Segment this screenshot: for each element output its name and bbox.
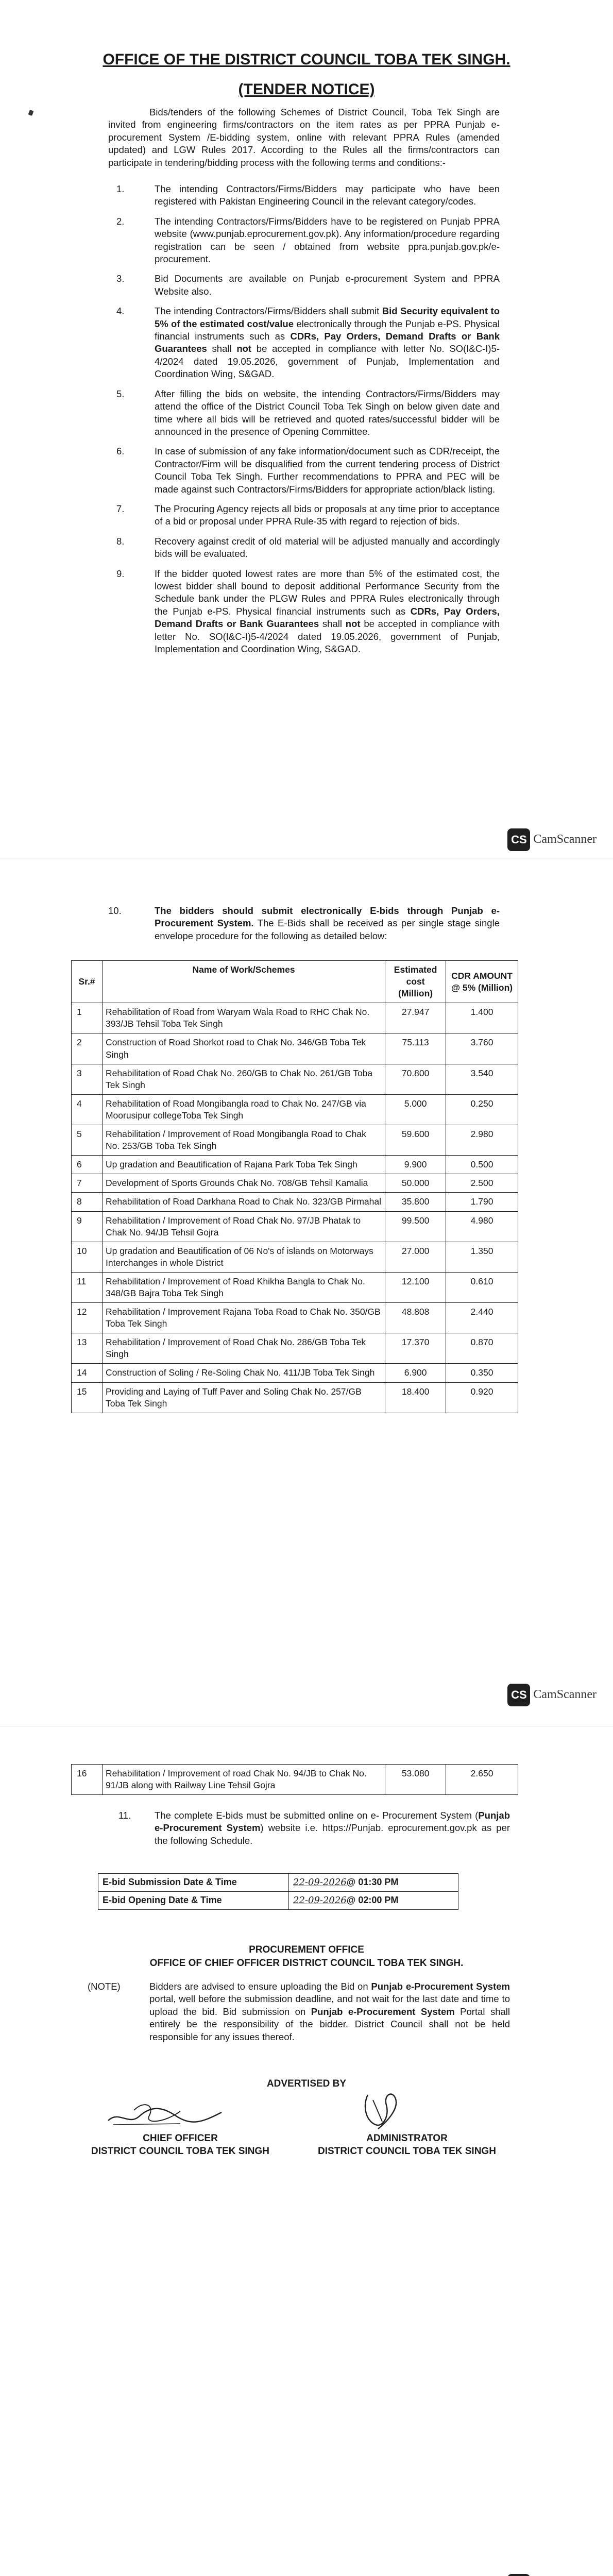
cell-cdr: 0.610 [446, 1272, 518, 1302]
schedule-value: 22-09-2026@ 01:30 PM [289, 1874, 458, 1892]
cell-cdr: 1.400 [446, 1003, 518, 1033]
cell-name: Rehabilitation of Road Chak No. 260/GB to Chak No. 261/GB Toba Tek Singh [102, 1064, 385, 1094]
table-row [72, 1174, 518, 1193]
note-block [88, 1980, 510, 2043]
cell-name: Providing and Laying of Tuff Paver and Soling Chak No. 257/GB Toba Tek Singh [102, 1382, 385, 1413]
note-label: (NOTE) [88, 1981, 121, 1992]
chief-officer-org: DISTRICT COUNCIL TOBA TEK SINGH [91, 2146, 269, 2157]
cell-name: Rehabilitation of Road Mongibangla road to Chak No. 247/GB via Moorusipur collegeToba Tek Singh [102, 1094, 385, 1125]
cell-sr: 14 [72, 1364, 103, 1382]
cell-name: Rehabilitation / Improvement of Road Mongibangla Road to Chak No. 253/GB Toba Tek Singh [102, 1125, 385, 1156]
cell-cdr: 0.350 [446, 1364, 518, 1382]
camscanner-label: CamScanner [533, 1688, 597, 1702]
camscanner-watermark [507, 828, 597, 851]
cell-cost: 12.100 [385, 1272, 446, 1302]
cell-cdr: 4.980 [446, 1211, 518, 1242]
table-row [72, 1094, 518, 1125]
cell-cdr: 1.790 [446, 1193, 518, 1211]
advertised-by: ADVERTISED BY [266, 2078, 347, 2089]
camscanner-watermark [507, 1684, 597, 1706]
cell-sr: 11 [72, 1272, 103, 1302]
cell-sr: 6 [72, 1156, 103, 1174]
term-number: 6. [116, 446, 125, 457]
table-row [72, 1211, 518, 1242]
cell-cost: 27.947 [385, 1003, 446, 1033]
camscanner-watermark [507, 2574, 597, 2576]
camscanner-logo-icon: CS [507, 828, 530, 851]
cell-sr: 4 [72, 1094, 103, 1125]
clause-text: The complete E-bids must be submitted online on e- Procurement System (Punjab e-Procurement System) website i.e. https://Punjab. eprocurement.gov.pk as per the following Schedule. [155, 1810, 510, 1846]
term-number: 3. [116, 273, 125, 284]
cell-cdr: 2.980 [446, 1125, 518, 1156]
header-cdr: CDR AMOUNT @ 5% (Million) [446, 961, 518, 1003]
term-item [108, 503, 500, 528]
schedule-label: E-bid Submission Date & Time [98, 1874, 289, 1892]
table-row [72, 1033, 518, 1064]
table-row [72, 1242, 518, 1272]
intro-text: Bids/tenders of the following Schemes of District Council, Toba Tek Singh are invited from engineering firms/contractors on the item rates as per PPRA Punjab e-procurement System /E-bidding system, online with relevant PPRA Rules (amended updated) and LGW Rules 2017. According to the Rules all the firms/contractors can participate in tendering/bidding process with the following terms and conditions:- [108, 107, 500, 168]
schedule-table [98, 1873, 458, 1910]
table-row [72, 1382, 518, 1413]
procurement-office: PROCUREMENT OFFICE [249, 1944, 364, 1955]
term-number: 8. [116, 535, 125, 547]
cell-name: Construction of Soling / Re-Soling Chak No. 411/JB Toba Tek Singh [102, 1364, 385, 1382]
note-text: Bidders are advised to ensure uploading the Bid on Punjab e-Procurement System portal, well before the submission deadline, and not wait for the last date and time to upload the bid. Bid submission on Punjab e-Procurement System Portal shall entirely be the responsibility of the bidder. District Council shall not be held responsible for any issues thereof. [149, 1981, 510, 2042]
header-name: Name of Work/Schemes [102, 961, 385, 1003]
clause-text: The bidders should submit electronically E-bids through Punjab e-Procurement System. The E-Bids shall be received as per single stage single envelope procedure for the following as detailed below: [155, 905, 500, 941]
term-number: 4. [116, 306, 125, 317]
term-item [108, 445, 500, 496]
cell-cdr: 0.870 [446, 1333, 518, 1364]
cell-name: Rehabilitation / Improvement Rajana Toba Road to Chak No. 350/GB Toba Tek Singh [102, 1303, 385, 1333]
table-row [72, 1064, 518, 1094]
cell-cost: 99.500 [385, 1211, 446, 1242]
schedule-row [98, 1891, 458, 1909]
cell-cost: 9.900 [385, 1156, 446, 1174]
term-item [108, 273, 500, 298]
cell-name: Rehabilitation / Improvement of Road Chak No. 97/JB Phatak to Chak No. 94/JB Tehsil Gojra [102, 1211, 385, 1242]
cell-cdr: 0.500 [446, 1156, 518, 1174]
notice-title: (TENDER NOTICE) [238, 81, 375, 98]
table-row [72, 1333, 518, 1364]
cell-name: Rehabilitation of Road from Waryam Wala Road to RHC Chak No. 393/JB Tehsil Toba Tek Singh [102, 1003, 385, 1033]
term-number: 7. [116, 503, 125, 514]
cell-sr: 10 [72, 1242, 103, 1272]
cell-name: Up gradation and Beautification of 06 No's of islands on Motorways Interchanges in whole District [102, 1242, 385, 1272]
term-text: If the bidder quoted lowest rates are more than 5% of the estimated cost, the lowest bidder shall bound to deposit additional Performance Security from the Schedule bank under the PLGW Rules and PPRA Rules electronically through the Punjab e-PS. Physical financial instruments such as CDRs, Pay Orders, Demand Drafts or Bank Guarantees shall not be accepted in compliance with letter No. SO(I&C-I)5-4/2024 dated 19.05.2026, government of Punjab, Implementation and Coordination Wing, S&GAD. [155, 568, 500, 654]
term-item [108, 535, 500, 561]
cell-name: Development of Sports Grounds Chak No. 708/GB Tehsil Kamalia [102, 1174, 385, 1193]
cell-name: Rehabilitation / Improvement of road Chak No. 94/JB to Chak No. 91/JB along with Railway Line Tehsil Gojra [102, 1765, 385, 1795]
page-2 [0, 859, 613, 1727]
handwritten-date: 22-09-2026 [293, 1877, 347, 1888]
works-table-body [72, 1003, 518, 1413]
term-item [108, 305, 500, 380]
works-table-continued [71, 1764, 518, 1795]
cell-cost: 5.000 [385, 1094, 446, 1125]
chief-officer-block [88, 2132, 273, 2158]
cell-cost: 35.800 [385, 1193, 446, 1211]
term-item [108, 568, 500, 656]
office-title: OFFICE OF THE DISTRICT COUNCIL TOBA TEK SINGH. [103, 51, 510, 68]
term-number: 1. [116, 183, 125, 194]
camscanner-label: CamScanner [533, 833, 597, 846]
clause-10 [108, 905, 500, 942]
cell-sr: 1 [72, 1003, 103, 1033]
cell-cdr: 1.350 [446, 1242, 518, 1272]
cell-sr: 3 [72, 1064, 103, 1094]
cell-cdr: 3.540 [446, 1064, 518, 1094]
cell-cdr: 2.650 [446, 1765, 518, 1795]
table-row [72, 1125, 518, 1156]
scan-speck [28, 110, 34, 116]
table-row [72, 1003, 518, 1033]
term-number: 2. [116, 215, 125, 227]
cell-cost: 53.080 [385, 1765, 446, 1795]
cell-cost: 27.000 [385, 1242, 446, 1272]
cell-sr: 12 [72, 1303, 103, 1333]
cell-sr: 15 [72, 1382, 103, 1413]
cell-name: Up gradation and Beautification of Rajana Park Toba Tek Singh [102, 1156, 385, 1174]
camscanner-logo-icon: CS [507, 1684, 530, 1706]
administrator-org: DISTRICT COUNCIL TOBA TEK SINGH [318, 2146, 496, 2157]
cell-sr: 2 [72, 1033, 103, 1064]
header-sr: Sr.# [72, 961, 103, 1003]
cell-cost: 18.400 [385, 1382, 446, 1413]
cell-cdr: 3.760 [446, 1033, 518, 1064]
cell-cdr: 0.250 [446, 1094, 518, 1125]
page-1 [0, 0, 613, 859]
clause-number: 11. [118, 1810, 131, 1821]
cell-cdr: 0.920 [446, 1382, 518, 1413]
cell-cost: 70.800 [385, 1064, 446, 1094]
cell-cost: 50.000 [385, 1174, 446, 1193]
administrator-block [314, 2132, 500, 2158]
terms-list [108, 183, 500, 663]
term-text: In case of submission of any fake information/document such as CDR/receipt, the Contractor/Firm will be disqualified from the current tendering process of District Council Toba Tek Singh. Further recommendations to PPRA and PEC will be made against such Contractors/Firms/Bidders for appropriate action/black listing. [155, 446, 500, 495]
administrator-signature [352, 2084, 404, 2133]
cell-cost: 59.600 [385, 1125, 446, 1156]
cell-sr: 16 [72, 1765, 103, 1795]
cell-name: Rehabilitation of Road Darkhana Road to Chak No. 323/GB Pirmahal [102, 1193, 385, 1211]
page-3 [0, 1727, 613, 2576]
cell-cdr: 2.500 [446, 1174, 518, 1193]
works-table [71, 960, 518, 1413]
term-number: 5. [116, 388, 125, 399]
term-item [108, 183, 500, 208]
chief-officer-title: CHIEF OFFICER [143, 2133, 218, 2144]
cell-sr: 5 [72, 1125, 103, 1156]
table-row [72, 1272, 518, 1302]
table-row [72, 1193, 518, 1211]
term-text: The intending Contractors/Firms/Bidders shall submit Bid Security equivalent to 5% of the estimated cost/value electronically through the Punjab e-PS. Physical financial instruments such as CDRs, Pay Orders, Demand Drafts or Bank Guarantees shall not be accepted in compliance with letter No. SO(I&C-I)5-4/2024 dated 19.05.2026, government of Punjab, Implementation and Coordination Wing, S&GAD. [155, 306, 500, 380]
term-text: The intending Contractors/Firms/Bidders may participate who have been registered with Pakistan Engineering Council in the relevant category/codes. [155, 183, 500, 207]
cell-cost: 6.900 [385, 1364, 446, 1382]
table-row [72, 1364, 518, 1382]
term-text: Bid Documents are available on Punjab e-procurement System and PPRA Website also. [155, 273, 500, 297]
cell-sr: 9 [72, 1211, 103, 1242]
administrator-title: ADMINISTRATOR [366, 2133, 448, 2144]
cell-name: Rehabilitation / Improvement of Road Chak No. 286/GB Toba Tek Singh [102, 1333, 385, 1364]
schedule-row [98, 1874, 458, 1892]
clause-number: 10. [108, 905, 122, 916]
table-row [72, 1303, 518, 1333]
schedule-label: E-bid Opening Date & Time [98, 1891, 289, 1909]
schedule-value: 22-09-2026@ 02:00 PM [289, 1891, 458, 1909]
term-text: Recovery against credit of old material will be adjusted manually and accordingly bids will be evaluated. [155, 535, 500, 560]
cell-cost: 17.370 [385, 1333, 446, 1364]
cell-sr: 7 [72, 1174, 103, 1193]
cell-cost: 48.808 [385, 1303, 446, 1333]
table-row [72, 1765, 518, 1795]
term-text: After filling the bids on website, the intending Contractors/Firms/Bidders may attend the office of the District Council Toba Tek Singh on below given date and time where all bids will be retrieved and quoted rates/successful bidder will be announced in the presence of Opening Committee. [155, 388, 500, 437]
cell-cost: 75.113 [385, 1033, 446, 1064]
cell-cdr: 2.440 [446, 1303, 518, 1333]
term-text: The Procuring Agency rejects all bids or proposals at any time prior to acceptance of a bid or proposal under PPRA Rule-35 with regard to rejection of bids. [155, 503, 500, 527]
clause-11 [118, 1809, 510, 1847]
camscanner-logo-icon [507, 2574, 530, 2576]
cell-sr: 13 [72, 1333, 103, 1364]
term-item [108, 215, 500, 266]
cell-sr: 8 [72, 1193, 103, 1211]
term-text: The intending Contractors/Firms/Bidders have to be registered on Punjab PPRA website (www.punjab.eprocurement.gov.pk). Any information/procedure regarding registration can be seen / obtained from website ppra.punjab.gov.pk/e-procurement. [155, 215, 500, 265]
table-row [72, 1156, 518, 1174]
cell-name: Rehabilitation / Improvement of Road Khikha Bangla to Chak No. 348/GB Bajra Toba Tek Singh [102, 1272, 385, 1302]
table-header-row [72, 961, 518, 1003]
term-number: 9. [116, 568, 125, 579]
procurement-office-address: OFFICE OF CHIEF OFFICER DISTRICT COUNCIL TOBA TEK SINGH. [149, 1958, 464, 1969]
header-cost: Estimated cost (Million) [385, 961, 446, 1003]
cell-name: Construction of Road Shorkot road to Chak No. 346/GB Toba Tek Singh [102, 1033, 385, 1064]
handwritten-date: 22-09-2026 [293, 1894, 347, 1906]
chief-officer-signature [103, 2095, 227, 2131]
intro-paragraph [108, 106, 500, 169]
term-item [108, 388, 500, 438]
